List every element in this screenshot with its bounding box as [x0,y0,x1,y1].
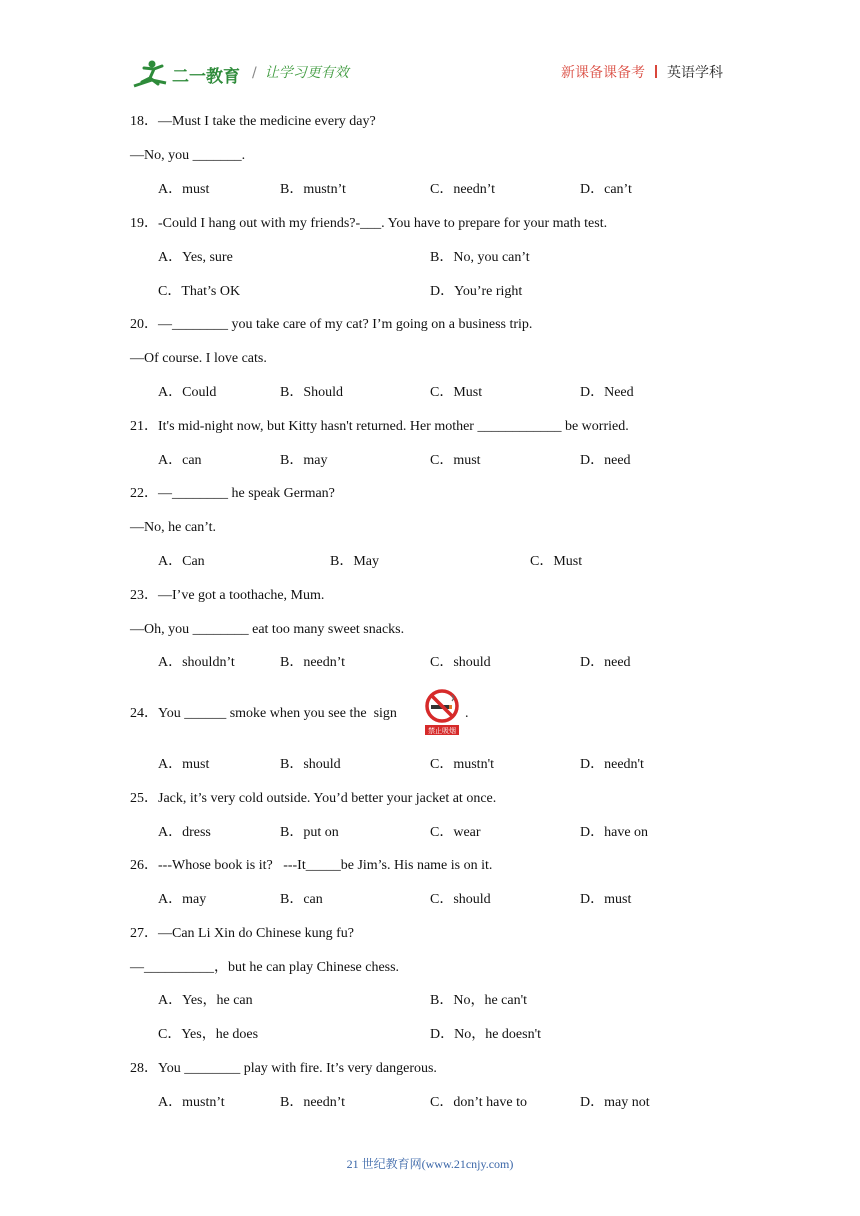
page-footer: 21 世纪教育网(www.21cnjy.com) [346,1157,514,1171]
question-21-option-d: D．need [580,453,631,468]
question-19-option-c: C．That’s OK [158,284,241,299]
sign-caption: 禁止吸烟 [428,727,456,735]
question-26-stem: 26．---Whose book is it? ---It_____be Jim’s. His name is on it. [130,858,493,873]
question-19-option-b: B．No, you can’t [430,250,530,265]
question-24-option-d: D．needn't [580,757,644,772]
header-divider [655,65,657,78]
question-25-option-b: B．put on [280,825,339,840]
question-23-stem: 23．—I’ve got a toothache, Mum. [130,588,325,603]
question-28-option-a: A．mustn’t [158,1095,225,1110]
logo-text: 二一教育 [172,67,240,87]
question-22-option-b: B．May [330,554,379,569]
question-22-line2: —No, he can’t. [130,520,217,535]
question-20-option-c: C．Must [430,385,483,400]
question-27-option-b: B．No，he can't [430,993,528,1008]
question-25-option-c: C．wear [430,825,481,840]
no-smoking-sign-icon [422,688,462,738]
question-24-stem: 24．You ______ smoke when you see the sign [130,706,397,721]
question-24-end: . [465,706,469,721]
question-26-option-d: D．must [580,892,632,907]
question-27-option-c: C．Yes，he does [158,1027,259,1042]
question-26-option-b: B．can [280,892,323,907]
question-28-option-b: B．needn’t [280,1095,346,1110]
question-25-stem: 25．Jack, it’s very cold outside. You’d better your jacket at once. [130,791,497,806]
question-18-line2: —No, you _______. [130,148,246,163]
question-22-option-c: C．Must [530,554,583,569]
question-25-option-a: A．dress [158,825,211,840]
slogan-text: 让学习更有效 [264,65,349,81]
question-23-option-b: B．needn’t [280,655,346,670]
question-18-option-a: A．must [158,182,210,197]
question-20-option-d: D．Need [580,385,634,400]
question-21-option-a: A．can [158,453,202,468]
question-28-stem: 28．You ________ play with fire. It’s very dangerous. [130,1061,437,1076]
header-subject: 英语学科 [667,65,723,81]
question-23-option-a: A．shouldn’t [158,655,235,670]
question-18-stem: 18．—Must I take the medicine every day? [130,114,376,129]
page-header [0,0,860,100]
question-18-option-d: D．can’t [580,182,632,197]
question-25-option-d: D．have on [580,825,649,840]
question-26-option-c: C．should [430,892,491,907]
question-23-option-c: C．should [430,655,491,670]
question-24-option-b: B．should [280,757,341,772]
question-21-option-c: C．must [430,453,481,468]
header-right [561,62,723,82]
question-27-option-d: D．No，he doesn't [430,1027,542,1042]
question-20-line2: —Of course. I love cats. [130,351,267,366]
question-27-line2: —__________，but he can play Chinese chess. [130,960,400,975]
question-22-stem: 22．—________ he speak German? [130,486,335,501]
slogan: / 让学习更有效 [252,65,349,81]
question-19-option-a: A．Yes, sure [158,250,233,265]
question-19-stem: 19．-Could I hang out with my friends?-___. You have to prepare for your math test. [130,216,608,231]
question-18-option-c: C．needn’t [430,182,496,197]
question-21-stem: 21．It's mid-night now, but Kitty hasn't returned. Her mother ____________ be worried. [130,419,629,434]
logo-icon [132,58,242,90]
question-18-option-b: B．mustn’t [280,182,346,197]
question-26-option-a: A．may [158,892,207,907]
question-21-option-b: B．may [280,453,328,468]
question-20-stem: 20．—________ you take care of my cat? I’m going on a business trip. [130,317,533,332]
question-27-option-a: A．Yes，he can [158,993,253,1008]
question-20-option-a: A．Could [158,385,217,400]
question-22-option-a: A．Can [158,554,205,569]
question-23-option-d: D．need [580,655,631,670]
question-28-option-d: D．may not [580,1095,650,1110]
question-24-option-a: A．must [158,757,210,772]
question-19-option-d: D．You’re right [430,284,523,299]
header-tagline: 新课备课备考 [561,65,645,81]
question-24-option-c: C．mustn't [430,757,494,772]
question-27-stem: 27．—Can Li Xin do Chinese kung fu? [130,926,354,941]
question-28-option-c: C．don’t have to [430,1095,527,1110]
question-23-line2: —Oh, you ________ eat too many sweet snacks. [130,622,405,637]
question-20-option-b: B．Should [280,385,344,400]
